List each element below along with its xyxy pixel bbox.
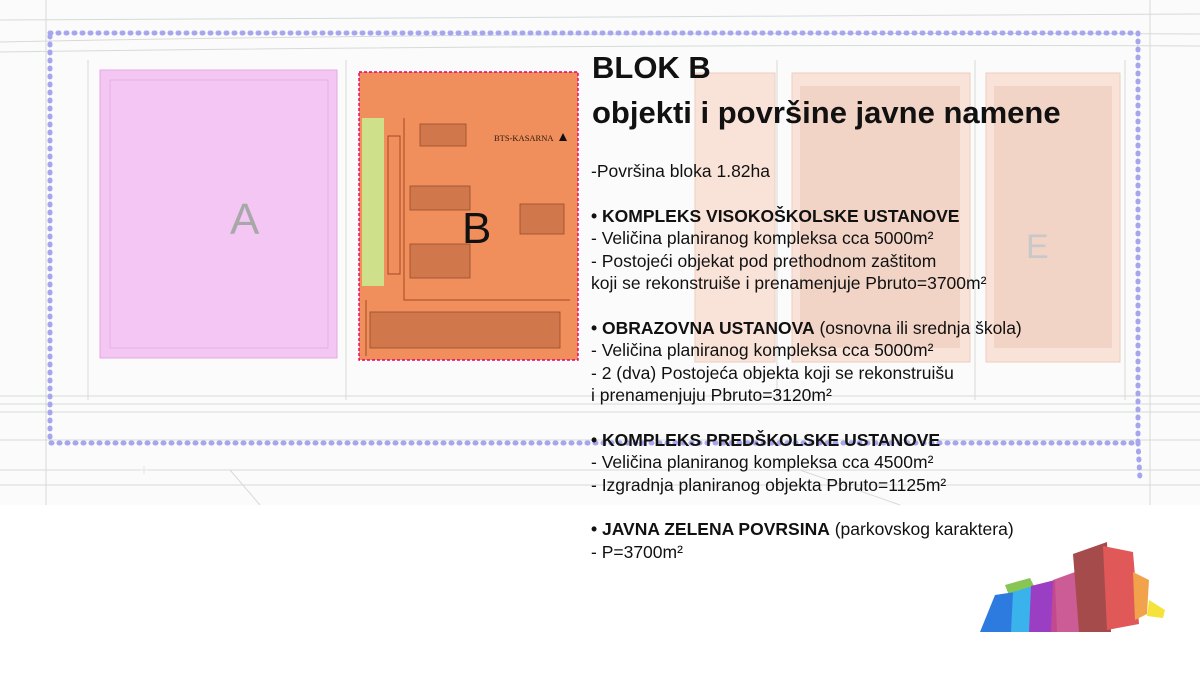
- colorful-building-logo-icon: [975, 540, 1175, 640]
- section-heading: [591, 205, 1022, 228]
- section-heading-text: • KOMPLEKS PREDŠKOLSKE USTANOVE: [591, 429, 941, 450]
- section-line: - Veličina planiranog kompleksa cca 5000m²: [591, 340, 934, 360]
- section-heading-note: (osnovna ili srednja škola): [814, 317, 1022, 338]
- description-text: [591, 160, 1022, 563]
- block-a-area: [100, 70, 337, 358]
- section-heading-text: • JAVNA ZELENA POVRSINA: [591, 519, 830, 539]
- section-heading: [591, 317, 1022, 340]
- block-area-text: -Površina bloka 1.82ha: [591, 161, 770, 181]
- block-e-label: E: [1026, 228, 1049, 266]
- block-b-label: B: [462, 204, 492, 253]
- block-a-label: A: [230, 195, 260, 244]
- slide-title: BLOK B: [592, 50, 711, 85]
- section-heading-text: • KOMPLEKS VISOKOŠKOLSKE USTANOVE: [591, 205, 960, 226]
- section-line: i prenamenjuju Pbruto=3120m²: [591, 385, 832, 405]
- section-line: - Veličina planiranog kompleksa cca 5000m²: [591, 228, 934, 248]
- section-line: koji se rekonstruiše i prenamenjuje Pbruto=3700m²: [591, 273, 987, 293]
- section-heading: [591, 518, 1022, 541]
- section-line: - 2 (dva) Postojeća objekta koji se rekonstruišu: [591, 362, 954, 383]
- section-heading-text: • OBRAZOVNA USTANOVA: [591, 317, 815, 338]
- section-line: - Izgradnja planiranog objekta Pbruto=1125m²: [591, 474, 947, 495]
- block-b-green-strip: [362, 118, 384, 286]
- section-line: - Veličina planiranog kompleksa cca 4500m²: [591, 452, 934, 472]
- section-line: - Postojeći objekat pod prethodnom zaštitom: [591, 250, 937, 271]
- section-heading-note: (parkovskog karaktera): [829, 519, 1014, 539]
- section-heading: [591, 429, 1022, 452]
- street-label: BTS-KASARNA: [494, 133, 554, 143]
- section-line: - P=3700m²: [591, 541, 683, 562]
- slide-subtitle: objekti i površine javne namene: [592, 95, 1061, 130]
